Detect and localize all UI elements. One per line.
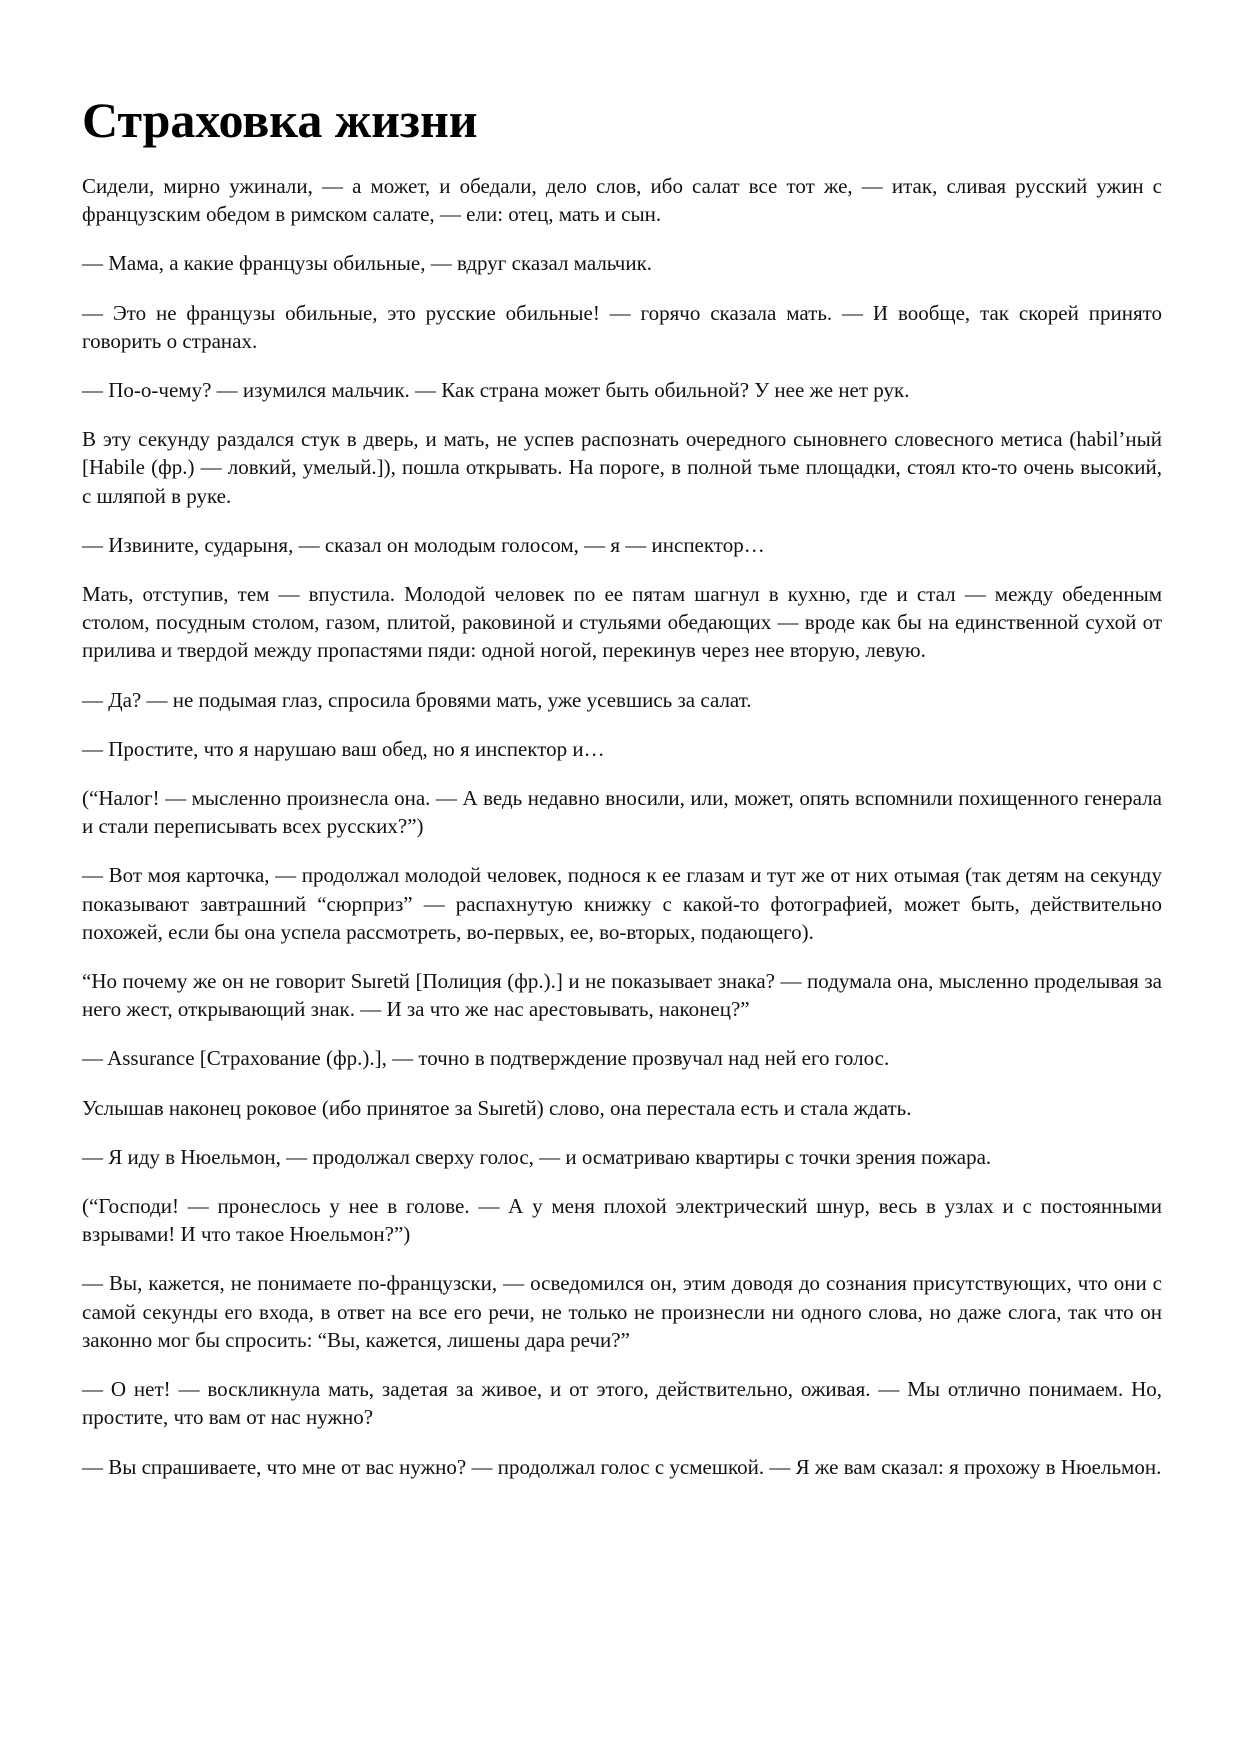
paragraph-8: — Да? — не подымая глаз, спросила бровями мать, уже усевшись за салат. <box>82 687 752 712</box>
paragraph-16: (“Господи! — пронеслось у нее в голове. — А у меня плохой электрический шнур, весь в узлах и с постоянными взрывами! И что такое Нюельмон?”) <box>82 1194 1162 1247</box>
paragraph-10: (“Налог! — мысленно произнесла она. — А ведь недавно вносили, или, может, опять вспомнили похищенного генерала и стали переписывать всех русских?”) <box>82 786 1162 839</box>
paragraph-9: — Простите, что я нарушаю ваш обед, но я инспектор и… <box>82 736 605 761</box>
paragraph-15: — Я иду в Нюельмон, — продолжал сверху голос, — и осматриваю квартиры с точки зрения пожара. <box>82 1144 992 1169</box>
paragraph-11: — Вот моя карточка, — продолжал молодой человек, поднося к ее глазам и тут же от них отымая (так детям на секунду показывают завтрашний “сюрприз” — распахнутую книжку с какой-то фотографией, может быть, действительно похожей, если бы она успела рассмотреть, во-первых, ее, во-вторых, подающего). <box>82 863 1162 944</box>
paragraph-18: — О нет! — воскликнула мать, задетая за живое, и от этого, действительно, оживая. — Мы отлично понимаем. Но, простите, что вам от нас нужно? <box>82 1377 1162 1430</box>
document-page <box>82 86 1162 1502</box>
paragraph-6: — Извините, сударыня, — сказал он молодым голосом, — я — инспектор… <box>82 532 765 557</box>
paragraph-17: — Вы, кажется, не понимаете по-французски, — осведомился он, этим доводя до сознания присутствующих, что они с самой секунды его входа, в ответ на все его речи, не только не произнесли ни одного слова, но даже слога, так что он законно мог бы спросить: “Вы, кажется, лишены дара речи?” <box>82 1271 1162 1352</box>
paragraph-3: — Это не французы обильные, это русские обильные! — горячо сказала мать. — И вообще, так скорей принято говорить о странах. <box>82 300 1162 353</box>
page-title: Страховка жизни <box>82 92 478 148</box>
paragraph-13: — Assurance [Страхование (фр.).], — точно в подтверждение прозвучал над ней его голос. <box>82 1046 890 1071</box>
paragraph-7: Мать, отступив, тем — впустила. Молодой человек по ее пятам шагнул в кухню, где и стал — между обеденным столом, посудным столом, газом, плитой, раковиной и стульями обедающих — вроде как бы на единственной сухой от прилива и твердой между пропастями пяди: одной ногой, перекинув через нее вторую, левую. <box>82 582 1162 663</box>
paragraph-4: — По-о-чему? — изумился мальчик. — Как страна может быть обильной? У нее же нет рук. <box>82 378 910 403</box>
paragraph-2: — Мама, а какие французы обильные, — вдруг сказал мальчик. <box>82 251 653 276</box>
paragraph-5: В эту секунду раздался стук в дверь, и мать, не успев распознать очередного сыновнего словесного метиса (habil’ный [Habile (фр.) — ловкий, умелый.]), пошла открывать. На пороге, в полной тьме площадки, стоял кто-то очень высокий, с шляпой в руке. <box>82 427 1162 508</box>
paragraph-12: “Но почему же он не говорит Sыretй [Полиция (фр.).] и не показывает знака? — подумала она, мысленно проделывая за него жест, открывающий знак. — И за что же нас арестовывать, наконец?” <box>82 969 1162 1022</box>
paragraph-1: Сидели, мирно ужинали, — а может, и обедали, дело слов, ибо салат все тот же, — итак, сливая русский ужин с французским обедом в римском салате, — ели: отец, мать и сын. <box>82 174 1162 227</box>
paragraph-14: Услышав наконец роковое (ибо принятое за Sыretй) слово, она перестала есть и стала ждать. <box>82 1095 912 1120</box>
paragraph-19: — Вы спрашиваете, что мне от вас нужно? — продолжал голос с усмешкой. — Я же вам сказал: я прохожу в Нюельмон. <box>82 1454 1162 1479</box>
